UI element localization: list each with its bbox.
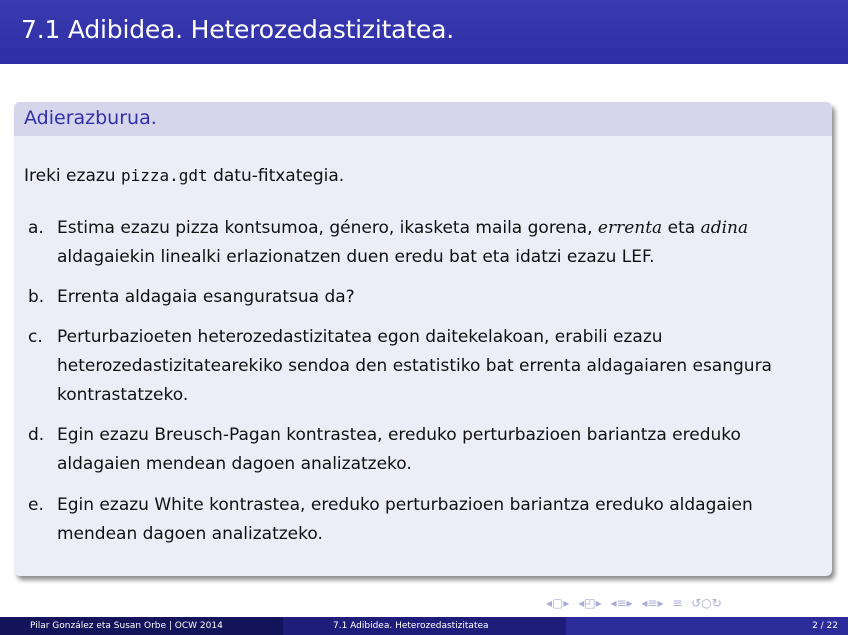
list-marker: c.: [28, 327, 43, 347]
list-marker: e.: [28, 495, 44, 515]
math-variable-errenta: errenta: [597, 218, 663, 238]
list-marker: b.: [28, 287, 45, 307]
footer-page-number: 2 / 22: [566, 617, 848, 635]
nav-toc-icon[interactable]: ≡: [672, 596, 683, 610]
data-file-name: pizza.gdt: [120, 166, 208, 185]
block-title: Adierazburua.: [24, 107, 157, 129]
nav-search-icon[interactable]: ↺○↻: [691, 596, 722, 610]
beamer-navigation: [546, 596, 846, 612]
list-item-d: [24, 421, 814, 479]
list-item-text: Egin ezazu Breusch-Pagan kontrastea, ereduko perturbazioen bariantza ereduko aldagaien mendean dagoen analizatzeko.: [57, 425, 741, 474]
intro-text-before: Ireki ezazu: [24, 166, 121, 186]
list-marker: d.: [28, 425, 45, 445]
list-item-text: [57, 214, 814, 272]
list-item-text: Errenta aldagaia esanguratsua da?: [57, 287, 355, 307]
list-marker: a.: [28, 218, 44, 238]
intro-text: [24, 166, 344, 186]
item-text-part: eta: [662, 218, 701, 238]
example-block: [14, 102, 832, 576]
item-text-part: aldagaiekin linealki erlazionatzen duen eredu bat eta idatzi ezazu LEF.: [57, 247, 655, 267]
frame-title: 7.1 Adibidea. Heterozedastizitatea.: [21, 15, 454, 44]
block-header: [14, 102, 832, 136]
nav-frame-icon[interactable]: ◂◰▸: [578, 596, 602, 610]
list-item-a: [24, 214, 814, 272]
list-item-e: [24, 491, 814, 549]
frame-title-bar: [0, 0, 848, 64]
math-variable-adina: adina: [700, 218, 749, 238]
list-item-text: Egin ezazu White kontrastea, ereduko perturbazioen bariantza ereduko aldagaien mendean dagoen analizatzeko.: [57, 495, 753, 544]
nav-section-icon[interactable]: ◂≡▸: [641, 596, 664, 610]
footer: [0, 617, 848, 635]
nav-slide-icon[interactable]: ◂▢▸: [546, 596, 570, 610]
intro-text-after: datu-fitxategia.: [207, 166, 345, 186]
item-text-part: Estima ezazu pizza kontsumoa, género, ikasketa maila gorena,: [57, 218, 598, 238]
footer-section: 7.1 Adibidea. Heterozedastizitatea: [283, 617, 566, 635]
footer-authors: Pilar González eta Susan Orbe | OCW 2014: [0, 617, 283, 635]
list-item-c: [24, 323, 814, 410]
nav-subsection-icon[interactable]: ◂≡▸: [610, 596, 633, 610]
list-item-text: Perturbazioeten heterozedastizitatea egon daitekelakoan, erabili ezazu heterozedastizitatearekiko sendoa den estatistiko bat errenta aldagaiaren esangura kontrastatzeko.: [57, 327, 772, 405]
list-item-b: [24, 283, 814, 312]
